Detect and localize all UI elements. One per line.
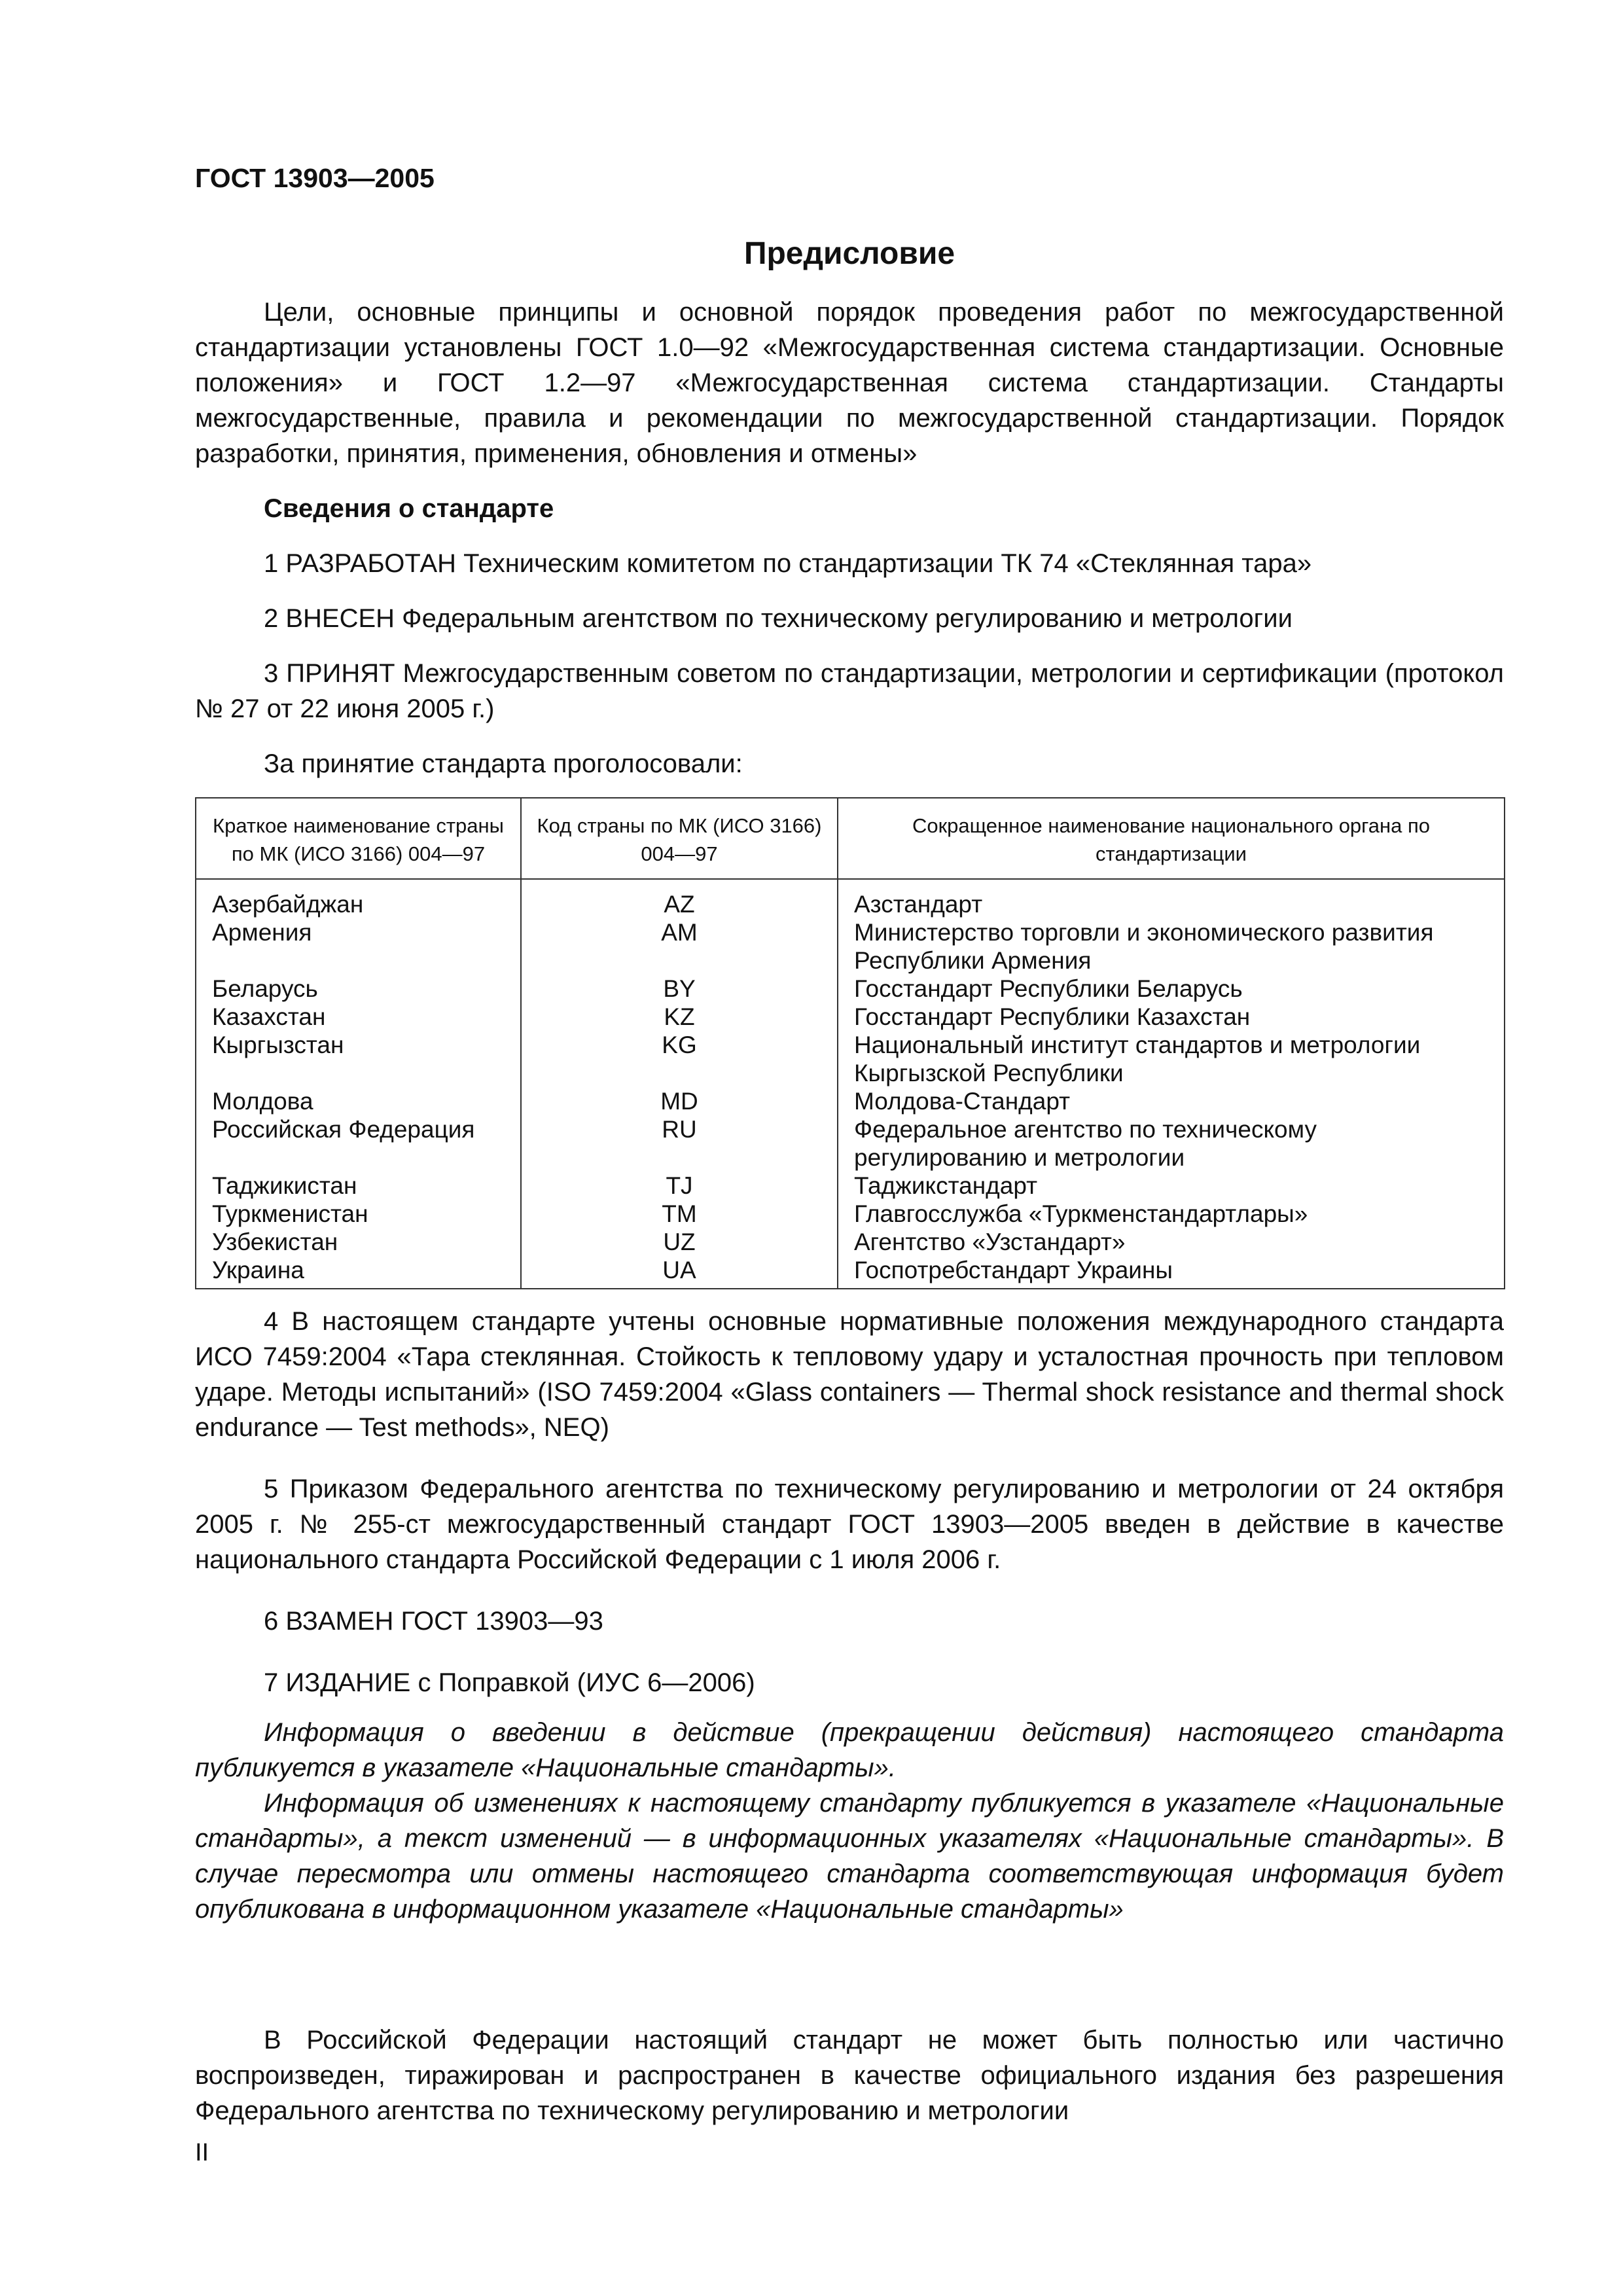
code-cell: TM — [521, 1200, 838, 1228]
body-cell: Госстандарт Республики Беларусь — [838, 975, 1505, 1003]
body-cell: Госстандарт Республики Казахстан — [838, 1003, 1505, 1031]
item-edition: 7 ИЗДАНИЕ с Поправкой (ИУС 6—2006) — [264, 1668, 755, 1697]
table-row — [196, 1115, 1505, 1172]
header-code: Код страны по МК (ИСО 3166) 004—97 — [521, 798, 838, 879]
table-row — [196, 1172, 1505, 1200]
code-cell: AM — [521, 918, 838, 975]
note-publication: Информация о введении в действие (прекращении действия) настоящего стандарта публикуется в указателе «Национальные стандарты». — [195, 1718, 1504, 1782]
document-number: ГОСТ 13903—2005 — [195, 163, 435, 193]
code-cell: AZ — [521, 879, 838, 918]
body-cell: Молдова-Стандарт — [838, 1087, 1505, 1115]
table-row — [196, 1228, 1505, 1256]
code-cell: UA — [521, 1256, 838, 1289]
table-row — [196, 975, 1505, 1003]
country-cell: Кыргызстан — [196, 1031, 521, 1087]
table-row — [196, 1031, 1505, 1087]
item-replaces: 6 ВЗАМЕН ГОСТ 13903—93 — [264, 1607, 603, 1636]
table-body — [196, 879, 1505, 1289]
country-cell: Молдова — [196, 1087, 521, 1115]
page-number: II — [195, 2139, 209, 2166]
table-row — [196, 879, 1505, 918]
code-cell: BY — [521, 975, 838, 1003]
section-title: Предисловие — [743, 236, 955, 271]
country-cell: Украина — [196, 1256, 521, 1289]
table-row — [196, 918, 1505, 975]
code-cell: RU — [521, 1115, 838, 1172]
header-body: Сокращенное наименование национального органа по стандартизации — [838, 798, 1505, 879]
voted-label: За принятие стандарта проголосовали: — [264, 749, 743, 778]
code-cell: UZ — [521, 1228, 838, 1256]
body-cell: Агентство «Узстандарт» — [838, 1228, 1505, 1256]
body-cell: Азстандарт — [838, 879, 1505, 918]
voting-countries-table — [195, 797, 1505, 1289]
item-order: 5 Приказом Федерального агентства по техническому регулированию и метрологии от 24 октября 2005 г. № 255-ст межгосударственный стандарт ГОСТ 13903—2005 введен в действие в качестве национального стандарта Российской Федерации с 1 июля 2006 г. — [195, 1475, 1504, 1574]
code-cell: MD — [521, 1087, 838, 1115]
item-introduced: 2 ВНЕСЕН Федеральным агентством по техническому регулированию и метрологии — [264, 604, 1293, 633]
note-changes: Информация об изменениях к настоящему стандарту публикуется в указателе «Национальные стандарты», а текст изменений — в информационных указателях «Национальные стандарты». В случае пересмотра или отмены настоящего стандарта соответствующая информация будет опубликована в информационном указателе «Национальные стандарты» — [195, 1789, 1504, 1924]
country-cell: Российская Федерация — [196, 1115, 521, 1172]
body-cell: Национальный институт стандартов и метрологии Кыргызской Республики — [838, 1031, 1505, 1087]
code-cell: TJ — [521, 1172, 838, 1200]
table-row — [196, 1200, 1505, 1228]
table-row — [196, 1087, 1505, 1115]
body-cell: Министерство торговли и экономического развития Республики Армения — [838, 918, 1505, 975]
table-header-row — [196, 798, 1505, 879]
body-cell: Госпотребстандарт Украины — [838, 1256, 1505, 1289]
table-row — [196, 1256, 1505, 1289]
country-cell: Таджикистан — [196, 1172, 521, 1200]
item-iso-reference: 4 В настоящем стандарте учтены основные нормативные положения международного стандарта ИСО 7459:2004 «Тара стеклянная. Стойкость к тепловому удару и усталостная прочность при тепловом ударе. Методы испытаний» (ISO 7459:2004 «Glass containers — Thermal shock resistance and thermal shock endurance — Test methods», NEQ) — [195, 1307, 1504, 1442]
country-cell: Беларусь — [196, 975, 521, 1003]
body-cell: Федеральное агентство по техническому регулированию и метрологии — [838, 1115, 1505, 1172]
item-developed: 1 РАЗРАБОТАН Техническим комитетом по стандартизации ТК 74 «Стеклянная тара» — [264, 549, 1312, 578]
country-cell: Узбекистан — [196, 1228, 521, 1256]
body-cell: Главгосслужба «Туркменстандартлары» — [838, 1200, 1505, 1228]
header-country: Краткое наименование страны по МК (ИСО 3166) 004—97 — [196, 798, 521, 879]
table-row — [196, 1003, 1505, 1031]
copyright-notice: В Российской Федерации настоящий стандарт не может быть полностью или частично воспроизведен, тиражирован и распространен в качестве официального издания без разрешения Федерального агентства по техническому регулированию и метрологии — [195, 2026, 1504, 2125]
intro-paragraph: Цели, основные принципы и основной порядок проведения работ по межгосударственной стандартизации установлены ГОСТ 1.0—92 «Межгосударственная система стандартизации. Основные положения» и ГОСТ 1.2—97 «Межгосударственная система стандартизации. Стандарты межгосударственные, правила и рекомендации по межгосударственной стандартизации. Порядок разработки, принятия, применения, обновления и отмены» — [195, 298, 1504, 468]
body-cell: Таджикстандарт — [838, 1172, 1505, 1200]
country-cell: Армения — [196, 918, 521, 975]
code-cell: KZ — [521, 1003, 838, 1031]
code-cell: KG — [521, 1031, 838, 1087]
item-adopted: 3 ПРИНЯТ Межгосударственным советом по стандартизации, метрологии и сертификации (протокол № 27 от 22 июня 2005 г.) — [195, 659, 1504, 723]
standard-info-heading: Сведения о стандарте — [264, 494, 554, 523]
country-cell: Казахстан — [196, 1003, 521, 1031]
document-page — [195, 162, 1504, 2128]
country-cell: Туркменистан — [196, 1200, 521, 1228]
country-cell: Азербайджан — [196, 879, 521, 918]
